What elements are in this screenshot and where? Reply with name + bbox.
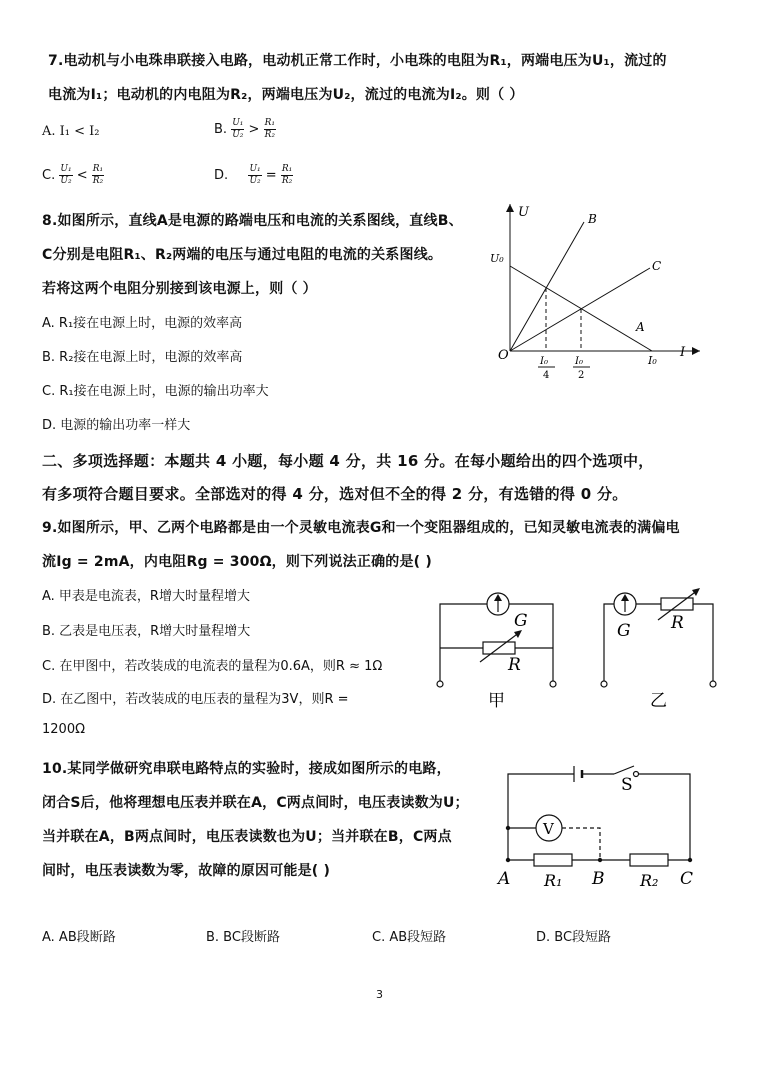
- fraction-r: [92, 164, 104, 187]
- fraction-u: [59, 164, 72, 187]
- x-axis-arrow-icon: [692, 347, 700, 355]
- line-c: [510, 268, 650, 351]
- node-dot-icon: [598, 858, 602, 862]
- q7-stem-line1: 7.电动机与小电珠串联接入电路，电动机正常工作时，小电珠的电阻为R₁，两端电压为U₁，流过的: [48, 53, 667, 69]
- relation-sign: =: [265, 168, 277, 183]
- q7-option-b: [214, 118, 276, 141]
- q7-option-d: [214, 164, 293, 187]
- line-c-label: C: [652, 259, 662, 273]
- tick-quarter-num: I₀: [540, 356, 548, 367]
- origin-label: O: [498, 348, 509, 363]
- relation-sign: >: [248, 122, 260, 137]
- terminal-icon: [550, 681, 556, 687]
- node-dot-icon: [506, 826, 510, 830]
- frac-num: R₁: [281, 164, 293, 174]
- tick-half-num: I₀: [575, 356, 583, 367]
- q9-option-d-line2: 1200Ω: [42, 722, 86, 737]
- section2-heading-line1: 二、多项选择题：本题共 4 小题，每小题 4 分，共 16 分。在每小题给出的四个选项中，: [42, 452, 654, 470]
- q8-option-a: A. R₁接在电源上时，电源的效率高: [42, 316, 243, 331]
- q10-option-b: B. BC段断路: [206, 930, 280, 945]
- q9-stem-line2: 流Ig = 2mA，内电阻Rg = 300Ω，则下列说法正确的是( ): [42, 554, 432, 570]
- circuit-yi: [601, 588, 716, 711]
- frac-num: R₁: [264, 118, 275, 128]
- node-c-label: C: [680, 869, 694, 889]
- q10-option-a: A. AB段断路: [42, 930, 116, 945]
- frac-num: U₁: [249, 164, 261, 174]
- line-b: [510, 222, 584, 351]
- line-a-label: A: [636, 320, 645, 334]
- y-axis-arrow-icon: [506, 204, 514, 212]
- q8-ui-graph: [480, 196, 710, 386]
- option-label: B.: [214, 122, 228, 137]
- q7-option-c: [42, 164, 104, 187]
- q10-stem-line2: 闭合S后，他将理想电压表并联在A，C两点间时，电压表读数为U；: [42, 795, 469, 811]
- node-a-label: A: [498, 869, 511, 889]
- resistor-r2-icon: [630, 854, 668, 866]
- q9-option-b: B. 乙表是电压表，R增大时量程增大: [42, 624, 251, 639]
- section2-heading-line2: 有多项符合题目要求。全部选对的得 4 分，选对但不全的得 2 分，有选错的得 0 分。: [42, 485, 628, 503]
- y-axis-label: U: [518, 205, 529, 220]
- terminal-icon: [601, 681, 607, 687]
- q9-option-c: C. 在甲图中，若改装成的电流表的量程为0.6A，则R ≈ 1Ω: [42, 659, 383, 674]
- terminal-icon: [437, 681, 443, 687]
- wire-right: [639, 774, 690, 860]
- frac-num: U₁: [232, 118, 244, 128]
- q8-option-c: C. R₁接在电源上时，电源的输出功率大: [42, 384, 269, 399]
- circuit-jia: [437, 593, 556, 711]
- q8-option-b: B. R₂接在电源上时，电源的效率高: [42, 350, 243, 365]
- q10-stem-line4: 间时，电压表读数为零，故障的原因可能是( ): [42, 863, 331, 879]
- q9-option-d-line1: D. 在乙图中，若改装成的电压表的量程为3V，则R =: [42, 692, 349, 707]
- q9-stem-line1: 9.如图所示，甲、乙两个电路都是由一个灵敏电流表G和一个变阻器组成的，已知灵敏电流表的满偏电: [42, 520, 680, 536]
- i0-label: I₀: [648, 354, 657, 367]
- frac-den: R₂: [281, 176, 293, 186]
- q10-stem-line3: 当并联在A，B两点间时，电压表读数也为U；当并联在B，C两点: [42, 829, 452, 845]
- node-dot-icon: [688, 858, 692, 862]
- wire-series: [604, 604, 713, 682]
- q8-stem-line3: 若将这两个电阻分别接到该电源上，则（ ）: [42, 281, 317, 297]
- switch-label: S: [621, 775, 633, 795]
- fraction-r: [264, 118, 276, 141]
- frac-den: U₂: [249, 176, 261, 186]
- u0-label: U₀: [490, 252, 504, 265]
- node-b-label: B: [592, 869, 605, 889]
- frac-num: R₁: [92, 164, 104, 174]
- relation-sign: <: [76, 168, 88, 183]
- node-dot-icon: [506, 858, 510, 862]
- option-label: C.: [42, 168, 56, 183]
- resistor-r2-label: R₂: [640, 871, 659, 890]
- x-axis-label: I: [680, 345, 686, 360]
- arrow-icon: [692, 588, 700, 596]
- q9-option-a: A. 甲表是电流表，R增大时量程增大: [42, 589, 250, 604]
- arrow-icon: [514, 630, 522, 638]
- caption-yi: 乙: [650, 691, 667, 711]
- fraction-u: [231, 118, 244, 141]
- galvanometer-label: G: [514, 611, 528, 631]
- wire-left-top: [508, 774, 574, 860]
- option-label: D.: [214, 168, 229, 183]
- rheostat-label: R: [508, 655, 521, 675]
- frac-den: U₂: [232, 130, 244, 140]
- q10-option-d: D. BC段短路: [536, 930, 612, 945]
- switch-contact-icon: [634, 772, 639, 777]
- frac-den: R₂: [264, 130, 275, 140]
- q7-stem-line2: 电流为I₁；电动机的内电阻为R₂，两端电压为U₂，流过的电流为I₂。则（ ）: [48, 87, 524, 103]
- rheostat-label: R: [671, 613, 684, 633]
- fraction-r: [281, 164, 293, 187]
- frac-den: U₂: [60, 176, 72, 186]
- caption-jia: 甲: [488, 691, 505, 711]
- fraction-u: [248, 164, 261, 187]
- tick-quarter-den: 4: [543, 370, 550, 381]
- q10-stem-line1: 10.某同学做研究串联电路特点的实验时，接成如图所示的电路，: [42, 761, 451, 777]
- frac-num: U₁: [60, 164, 72, 174]
- q10-option-c: C. AB段短路: [372, 930, 447, 945]
- voltmeter-label: V: [543, 820, 554, 838]
- q8-option-d: D. 电源的输出功率一样大: [42, 418, 191, 433]
- switch-blade: [614, 766, 634, 774]
- q8-stem-line1: 8.如图所示，直线A是电源的路端电压和电流的关系图线，直线B、: [42, 213, 463, 229]
- tick-half-den: 2: [578, 370, 585, 381]
- galvanometer-label: G: [617, 621, 631, 641]
- resistor-r1-label: R₁: [544, 871, 563, 890]
- frac-den: R₂: [92, 176, 104, 186]
- q7-option-a: A. I₁ < I₂: [42, 124, 100, 139]
- q9-circuit-figure: [428, 584, 728, 714]
- resistor-r1-icon: [534, 854, 572, 866]
- q10-circuit-figure: [494, 760, 710, 892]
- page-number: 3: [376, 988, 383, 1001]
- q8-stem-line2: C分别是电阻R₁、R₂两端的电压与通过电阻的电流的关系图线。: [42, 247, 443, 263]
- line-b-label: B: [588, 212, 597, 226]
- terminal-icon: [710, 681, 716, 687]
- rheostat-icon: [661, 598, 693, 610]
